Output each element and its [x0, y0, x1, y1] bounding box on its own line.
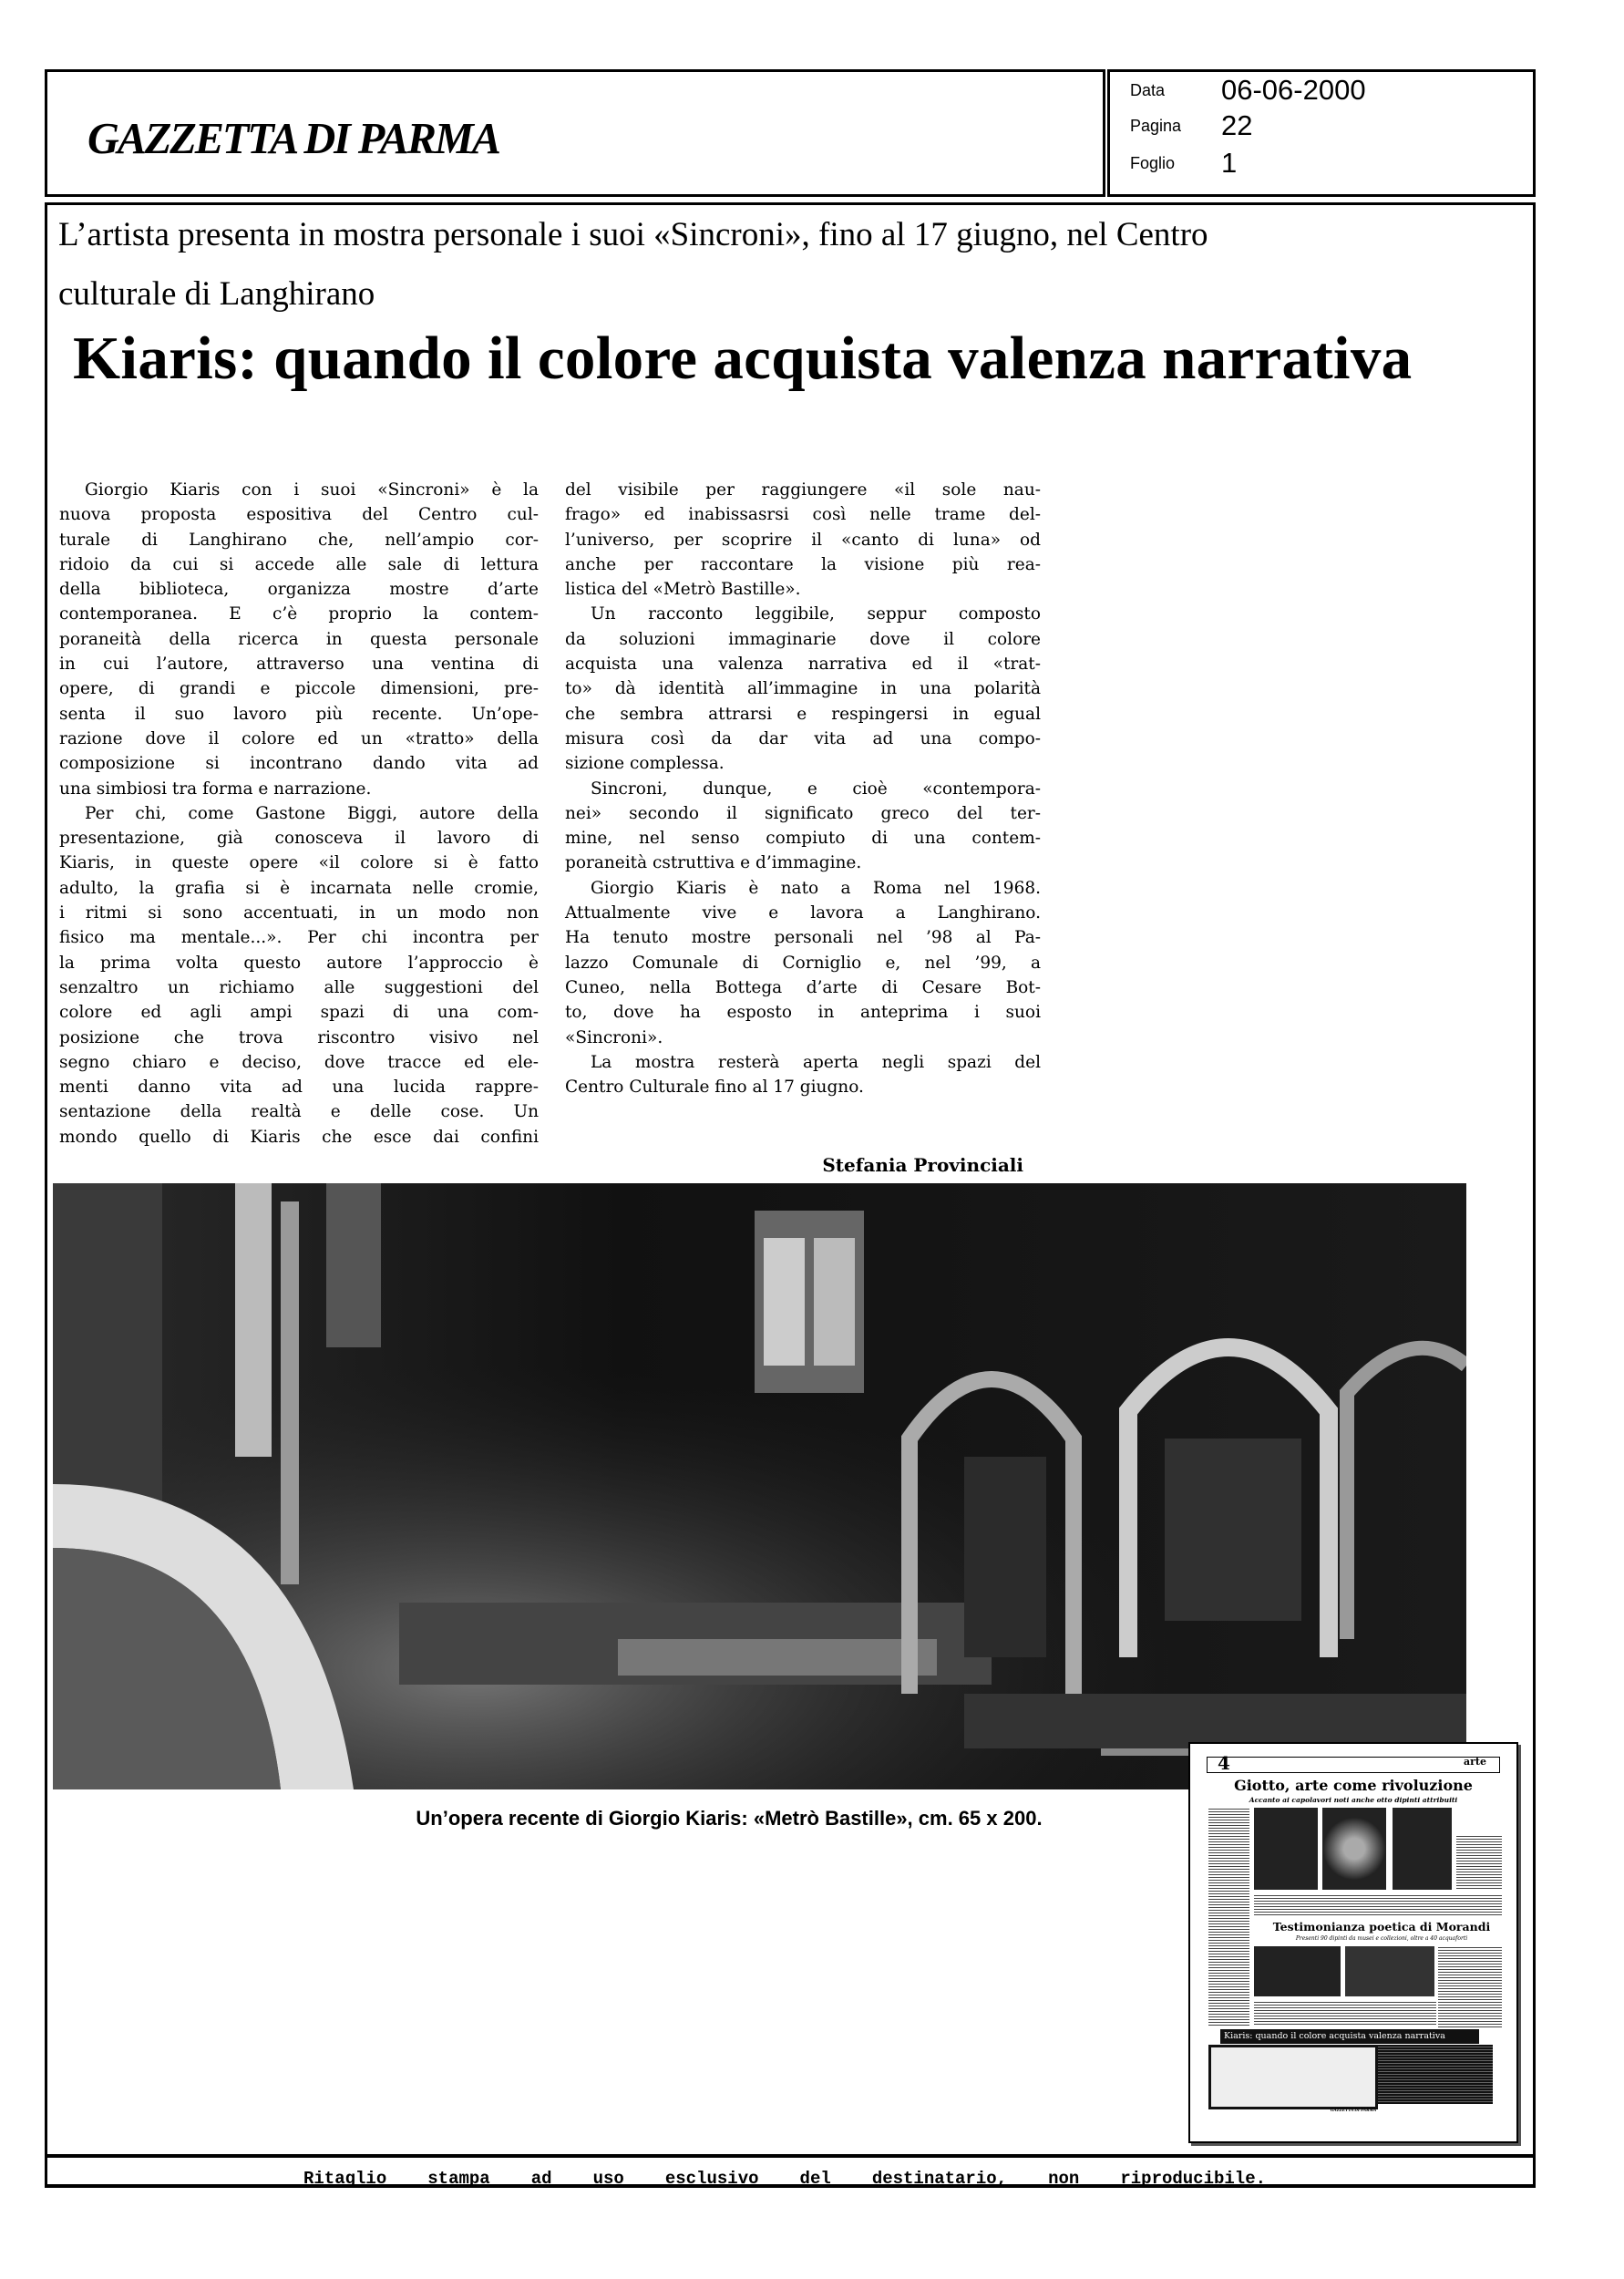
text-line: mondo quello di Kiaris che esce dai confini [59, 1127, 539, 1147]
newspaper-logo: GAZZETTA DI PARMA [87, 114, 499, 163]
page-thumbnail [1188, 1742, 1518, 2143]
text-line: nei» secondo il significato greco del ter- [565, 803, 1041, 823]
text-line: poraneità della ricerca in questa personale [59, 629, 539, 649]
date-label: Data [1130, 81, 1166, 99]
text-line: senta il suo lavoro più recente. Un’ope- [59, 704, 539, 724]
thumbnail-image [1254, 1946, 1341, 1996]
text-line: to, dove ha esposto in anteprima i suoi [565, 1003, 1041, 1023]
thumbnail-footer-logo: GAZZETTA DI PARMA [1330, 2109, 1377, 2113]
thumbnail-headline-morandi: Testimonianza poetica di Morandi [1272, 1920, 1491, 1934]
text-line: nuova proposta espositiva del Centro cul- [59, 505, 539, 525]
text-line: la prima volta questo autore l’approccio è [59, 953, 539, 973]
thumbnail-headline-giotto: Giotto, arte come rivoluzione [1234, 1777, 1473, 1794]
text-line: mine, nel senso compiuto di una contem- [565, 829, 1041, 849]
photo-caption: Un’opera recente di Giorgio Kiaris: «Metrò Bastille», cm. 65 x 200. [416, 1807, 1043, 1830]
text-line: in cui l’autore, attraverso una ventina di [59, 655, 539, 675]
text-line: da soluzioni immaginarie dove il colore [565, 629, 1041, 649]
text-line: sizione complessa. [565, 754, 725, 774]
copyright-notice: Ritaglio stampa ad uso esclusivo del destinatario, non riproducibile. [303, 2169, 1266, 2189]
byline: Stefania Provinciali [822, 1154, 1023, 1176]
text-line: turale di Langhirano che, nell’ampio cor- [59, 530, 539, 550]
thumbnail-kicker-morandi: Presenti 90 dipinti da musei e collezioni, oltre a 40 acquaforti [1295, 1935, 1468, 1942]
text-line: Sincroni, dunque, e cioè «contempora- [591, 779, 1041, 799]
text-line: sentazione della realtà e delle cose. Un [59, 1102, 539, 1122]
text-line: ridoio da cui si accede alle sale di lettura [59, 554, 539, 574]
subtitle-line: L’artista presenta in mostra personale i suoi «Sincroni», fino al 17 giugno, nel Centro [58, 216, 1208, 253]
thumbnail-image [1393, 1808, 1452, 1890]
text-line: frago» ed inabissasrsi così nelle trame del- [565, 505, 1041, 525]
thumbnail-image [1345, 1946, 1434, 1996]
thumbnail-text-block [1456, 1835, 1502, 1890]
page-label: Pagina [1130, 117, 1182, 135]
text-line: Un racconto leggibile, seppur composto [591, 604, 1041, 624]
text-line: menti danno vita ad una lucida rappre- [59, 1078, 539, 1098]
text-line: adulto, la grafia si è incarnata nelle cromie, [59, 878, 539, 898]
text-line: che sembra attrarsi e respingersi in egual [565, 704, 1041, 724]
text-line: Cuneo, nella Bottega d’arte di Cesare Bot- [565, 977, 1041, 997]
thumbnail-kicker-giotto: Accanto ai capolavori noti anche otto dipinti attribuiti [1249, 1796, 1458, 1804]
text-line: una simbiosi tra forma e narrazione. [59, 779, 372, 799]
text-line: Giorgio Kiaris è nato a Roma nel 1968. [591, 878, 1041, 898]
text-line: Ha tenuto mostre personali nel ’98 al Pa- [565, 928, 1041, 948]
text-line: presentazione, già conosceva il lavoro di [59, 829, 539, 849]
text-line: composizione si incontrano dando vita ad [59, 754, 539, 774]
text-line: to» dà identità all’immagine in una polarità [565, 679, 1041, 699]
text-line: anche per raccontare la visione più rea- [565, 554, 1041, 574]
date-value: 06-06-2000 [1221, 74, 1366, 106]
thumbnail-text-block [1208, 1808, 1249, 2026]
text-line: Kiaris, in queste opere «il colore si è fatto [59, 853, 539, 873]
text-line: i ritmi si sono accentuati, in un modo non [59, 903, 539, 923]
subtitle-line: culturale di Langhirano [58, 275, 375, 313]
text-line: «Sincroni». [565, 1027, 663, 1047]
text-line: senzaltro un richiamo alle suggestioni del [59, 977, 539, 997]
thumbnail-text-block [1254, 2001, 1436, 2026]
artwork-photo [53, 1183, 1466, 1789]
text-line: lazzo Comunale di Corniglio e, nel ’99, a [565, 953, 1041, 973]
text-line: l’universo, per scoprire il «canto di luna» od [565, 530, 1041, 550]
text-line: razione dove il colore ed un «tratto» della [59, 728, 539, 748]
thumbnail-section-bar [1207, 1757, 1500, 1773]
text-line: poraneità cstruttiva e d’immagine. [565, 853, 862, 873]
text-line: Centro Culturale fino al 17 giugno. [565, 1078, 864, 1098]
article-column-left [59, 478, 539, 1150]
text-line: posizione che trova riscontro visivo nel [59, 1027, 539, 1047]
thumbnail-text-block [1378, 2045, 1493, 2104]
text-line: del visibile per raggiungere «il sole nau- [565, 480, 1041, 500]
text-line: Attualmente vive e lavora a Langhirano. [565, 903, 1041, 923]
text-line: colore ed agli ampi spazi di una com- [59, 1003, 539, 1023]
thumbnail-image [1254, 1808, 1318, 1890]
thumbnail-headline-kiaris: Kiaris: quando il colore acquista valenza narrativa [1220, 2029, 1479, 2044]
thumbnail-image [1208, 2045, 1378, 2109]
thumbnail-text-block [1254, 1894, 1502, 1917]
text-line: Per chi, come Gastone Biggi, autore della [85, 803, 539, 823]
text-line: La mostra resterà aperta negli spazi del [591, 1052, 1041, 1072]
text-line: Giorgio Kiaris con i suoi «Sincroni» è la [85, 480, 539, 500]
text-line: listica del «Metrò Bastille». [565, 580, 801, 600]
thumbnail-page-number: 4 [1218, 1752, 1230, 1774]
headline: Kiaris: quando il colore acquista valenza narrativa [73, 325, 1413, 392]
text-line: misura così da dar vita ad una compo- [565, 728, 1041, 748]
text-line: opere, di grandi e piccole dimensioni, pre- [59, 679, 539, 699]
thumbnail-section: arte [1464, 1756, 1487, 1768]
page-value: 22 [1221, 109, 1253, 141]
article-column-right [565, 478, 1041, 1099]
text-line: fisico ma mentale...». Per chi incontra per [59, 928, 539, 948]
text-line: della biblioteca, organizza mostre d’arte [59, 580, 539, 600]
text-line: acquista una valenza narrativa ed il «trat- [565, 655, 1041, 675]
sheet-value: 1 [1221, 147, 1238, 179]
thumbnail-image [1322, 1808, 1386, 1890]
thumbnail-text-block [1438, 1946, 1502, 2028]
sheet-label: Foglio [1130, 154, 1176, 172]
text-line: contemporanea. E c’è proprio la contem- [59, 604, 539, 624]
text-line: segno chiaro e deciso, dove tracce ed ele- [59, 1052, 539, 1072]
